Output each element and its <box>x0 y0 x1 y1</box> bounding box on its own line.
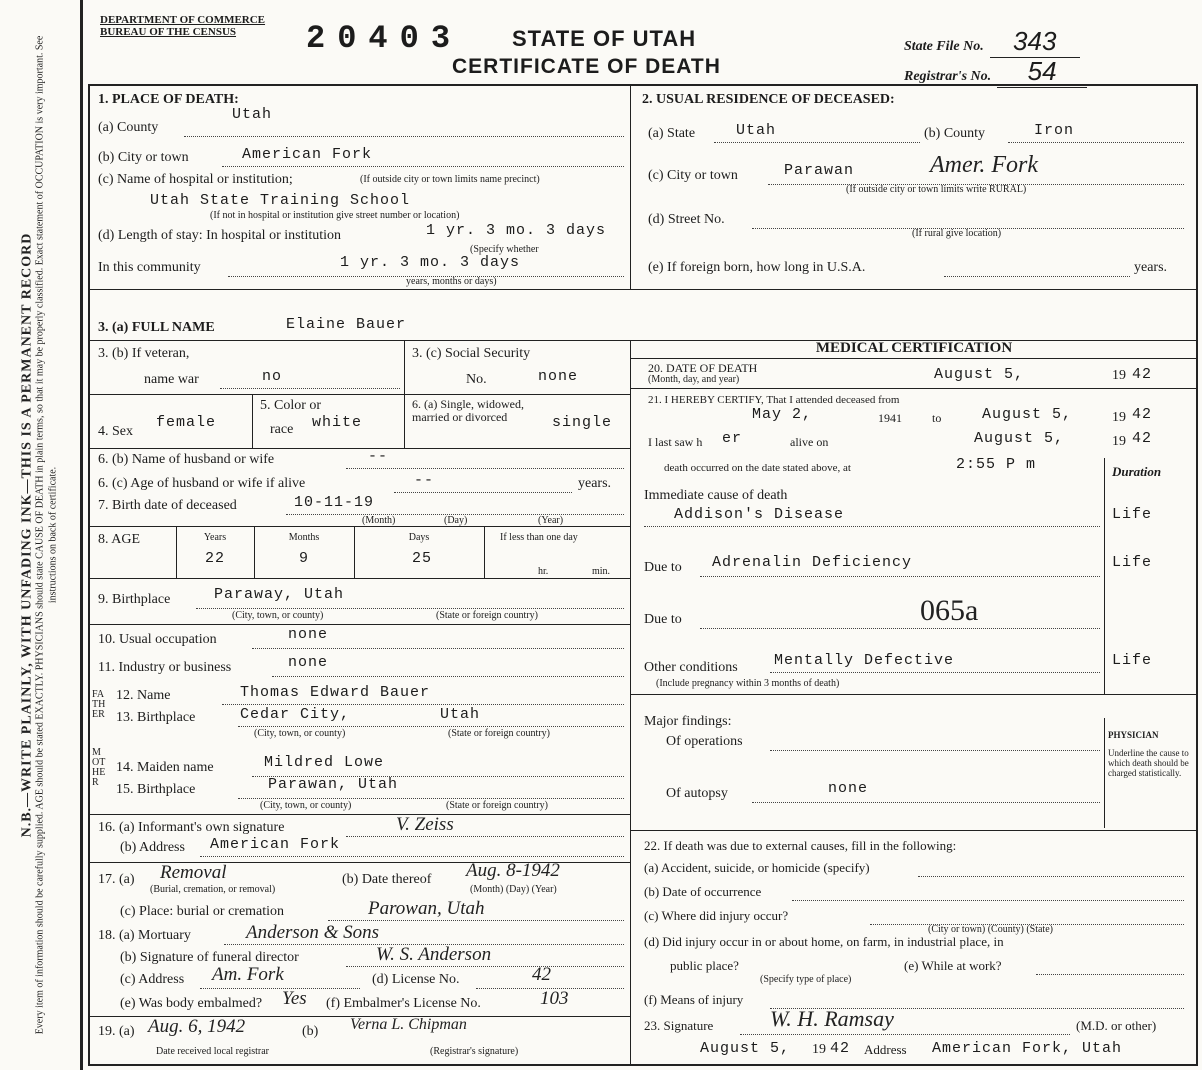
registrar-date-label: 19. (a) <box>98 1024 135 1039</box>
pod-county-label: (a) County <box>98 120 159 135</box>
signature-address-value: American Fork, Utah <box>932 1040 1123 1057</box>
state-file-value: 343 <box>990 26 1080 58</box>
embalmer-license-value: 103 <box>540 988 569 1009</box>
full-name-value: Elaine Bauer <box>286 316 407 333</box>
informant-address-line <box>200 856 624 857</box>
external-e-line <box>1036 974 1184 975</box>
res-city-handwritten: Amer. Fork <box>930 152 1038 178</box>
due-to-1-value: Adrenalin Deficiency <box>712 554 913 571</box>
other-duration: Life <box>1112 652 1153 669</box>
dept-line-2: BUREAU OF THE CENSUS <box>100 26 237 38</box>
age-hr-label: hr. <box>538 566 549 577</box>
death-date-divider <box>630 388 1198 389</box>
burial-type-note: (Burial, cremation, or removal) <box>150 884 276 895</box>
death-date-value: August 5, <box>934 366 1025 383</box>
occupation-label: 10. Usual occupation <box>98 632 217 647</box>
res-county-line <box>1008 142 1184 143</box>
res-county-label: (b) County <box>924 126 986 141</box>
autopsy-divider <box>630 830 1198 831</box>
external-b-line <box>792 900 1184 901</box>
external-e-label: (e) While at work? <box>904 958 1002 973</box>
father-state-note: (State or foreign country) <box>448 728 550 739</box>
operations-label: Of operations <box>666 734 743 749</box>
birthplace-line <box>196 608 624 609</box>
sidebar-instructions: Every item of information should be carefully supplied. AGE should be stated EXACTLY. PHYSICIANS should state CAUSE OF DEATH in plain terms, so that it may be properly classified. Exact statement of OCCUPATION is very important. See instructions on back of certificate. <box>34 35 59 1035</box>
external-b-label: (b) Date of occurrence <box>644 884 762 899</box>
occurred-value: 2:55 P m <box>956 456 1037 473</box>
pod-city-line <box>222 166 624 167</box>
due-to-2-line <box>700 628 1100 629</box>
pod-county-value: Utah <box>232 106 273 123</box>
section-divider <box>88 289 1198 290</box>
mother-side-label: MOTHER <box>92 747 106 788</box>
embalmed-label: (e) Was body embalmed? <box>120 996 263 1011</box>
state-file-number <box>904 26 1080 58</box>
burial-place-value: Parowan, Utah <box>368 898 485 919</box>
registrar-date-value: Aug. 6, 1942 <box>148 1016 246 1037</box>
alive-year-prefix: 19 <box>1112 434 1126 449</box>
pod-hospital-note: (If outside city or town limits name precinct) <box>360 174 540 185</box>
spouse-line <box>346 468 624 469</box>
alive-value: August 5, <box>974 430 1065 447</box>
veteran-label: 3. (b) If veteran, <box>98 346 190 361</box>
mother-birthplace-line <box>238 798 624 799</box>
certificate-number: 20403 <box>306 20 463 57</box>
sex-label: 4. Sex <box>98 424 133 439</box>
certificate-title: CERTIFICATE OF DEATH <box>452 55 721 78</box>
death-date-label: 20. DATE OF DEATH <box>648 361 758 375</box>
industry-line <box>272 676 624 677</box>
mother-maiden-value: Mildred Lowe <box>264 754 385 771</box>
sex-value: female <box>156 414 217 431</box>
burial-date-value: Aug. 8-1942 <box>466 860 560 881</box>
due-to-1-label: Due to <box>644 560 682 575</box>
permanent-record-notice: N.B.—WRITE PLAINLY, WITH UNFADING INK—THIS IS A PERMANENT RECORD <box>19 232 35 838</box>
age-less-day-label: If less than one day <box>500 532 578 543</box>
birth-month-label: (Month) <box>362 515 396 526</box>
physician-note: Underline the cause to which death should be charged statistically. <box>1108 748 1189 778</box>
signature-address-label: Address <box>864 1042 907 1057</box>
spouse-age-line <box>394 492 572 493</box>
external-a-line <box>918 876 1184 877</box>
industry-value: none <box>288 654 329 671</box>
pod-not-hospital-note: (If not in hospital or institution give street number or location) <box>210 210 460 221</box>
age-months-value: 9 <box>298 550 309 567</box>
other-conditions-label: Other conditions <box>644 660 738 675</box>
director-sig-line <box>346 966 624 967</box>
birth-year-label: (Year) <box>538 515 564 526</box>
immediate-cause-line <box>644 526 1100 527</box>
pod-city-value: American Fork <box>242 146 373 163</box>
age-days-label: Days <box>408 532 430 543</box>
burial-date-note: (Month) (Day) (Year) <box>470 884 557 895</box>
occupation-value: none <box>288 626 329 643</box>
due-to-2-label: Due to <box>644 612 682 627</box>
war-line <box>220 388 400 389</box>
res-foreign-line <box>944 276 1130 277</box>
informant-sig-line <box>346 836 624 837</box>
birth-date-value: 10-11-19 <box>294 494 375 511</box>
mother-birthplace-value: Parawan, Utah <box>268 776 399 793</box>
birthplace-state-note: (State or foreign country) <box>436 610 538 621</box>
immediate-cause-value: Addison's Disease <box>674 506 845 523</box>
top-divider <box>630 84 631 289</box>
duration-label: Duration <box>1112 464 1162 479</box>
father-city-note: (City, town, or county) <box>254 728 346 739</box>
operations-line <box>770 750 1100 751</box>
autopsy-label: Of autopsy <box>666 786 728 801</box>
other-conditions-note: (Include pregnancy within 3 months of death) <box>656 678 840 689</box>
pod-stay-label: (d) Length of stay: In hospital or institution <box>98 228 342 243</box>
mother-state-note: (State or foreign country) <box>446 800 548 811</box>
pod-stay-value: 1 yr. 3 mo. 3 days <box>426 222 607 239</box>
res-state-value: Utah <box>736 122 777 139</box>
last-saw-label: I last saw h <box>648 435 703 449</box>
burial-type-label: 17. (a) <box>98 872 135 887</box>
registrar-label: Registrar's No. <box>904 69 992 84</box>
certificate-header <box>92 0 1196 86</box>
conditions-divider <box>630 694 1198 695</box>
res-city-value: Parawan <box>784 162 855 179</box>
sex-divider <box>88 448 630 449</box>
signature-year: 42 <box>830 1040 851 1057</box>
external-a-label: (a) Accident, suicide, or homicide (specify) <box>644 860 870 875</box>
external-d-note: (Specify type of place) <box>760 974 852 985</box>
place-of-death-title: 1. PLACE OF DEATH: <box>98 92 239 107</box>
informant-address-label: (b) Address <box>120 840 185 855</box>
attended-to-year: 42 <box>1132 406 1153 423</box>
sex-race-divider <box>252 394 253 448</box>
res-street-label: (d) Street No. <box>648 212 725 227</box>
medical-title-divider <box>630 358 1198 359</box>
spouse-age-label: 6. (c) Age of husband or wife if alive <box>98 476 306 491</box>
duration-divider <box>1104 458 1105 694</box>
mortuary-address-label: (c) Address <box>120 972 185 987</box>
death-year-value: 42 <box>1132 366 1153 383</box>
ss-no-label: No. <box>466 372 487 387</box>
birth-date-label: 7. Birth date of deceased <box>98 498 237 513</box>
age-years-value: 22 <box>204 550 225 567</box>
age-months-label: Months <box>288 532 320 543</box>
res-state-line <box>714 142 920 143</box>
attended-from-value: May 2, <box>752 406 813 423</box>
external-c-note: (City or town) (County) (State) <box>928 924 1053 935</box>
physician-note-divider <box>1104 718 1105 828</box>
due-to-1-duration: Life <box>1112 554 1153 571</box>
pod-city-label: (b) City or town <box>98 150 189 165</box>
attended-to-value: August 5, <box>982 406 1073 423</box>
pod-specify-note: (Specify whether <box>470 244 539 255</box>
ss-label: 3. (c) Social Security <box>412 346 531 361</box>
father-name-line <box>222 704 624 705</box>
signature-year-prefix: 19 <box>812 1042 826 1057</box>
external-d-label-2: public place? <box>670 958 739 973</box>
residence-title: 2. USUAL RESIDENCE OF DECEASED: <box>642 92 895 107</box>
veteran-divider <box>88 394 630 395</box>
birthplace-label: 9. Birthplace <box>98 592 171 607</box>
burial-type-value: Removal <box>160 862 227 883</box>
father-birthplace-city: Cedar City, <box>240 706 351 723</box>
license-value: 42 <box>532 964 551 985</box>
occupation-line <box>252 648 624 649</box>
race-value: white <box>312 414 363 431</box>
dept-line-1: DEPARTMENT OF COMMERCE <box>100 14 266 26</box>
informant-signature: V. Zeiss <box>396 814 454 835</box>
physician-signature: W. H. Ramsay <box>770 1006 894 1031</box>
due-to-1-line <box>700 576 1100 577</box>
father-name-label: 12. Name <box>116 688 171 703</box>
age-divider <box>88 578 630 579</box>
pod-hospital-value: Utah State Training School <box>150 192 411 209</box>
burial-place-line <box>328 920 624 921</box>
father-birthplace-label: 13. Birthplace <box>116 710 196 725</box>
res-state-label: (a) State <box>648 126 696 141</box>
mother-birthplace-label: 15. Birthplace <box>116 782 196 797</box>
embalmed-value: Yes <box>282 988 307 1009</box>
res-street-note: (If rural give location) <box>912 228 1002 239</box>
state-file-label: State File No. <box>904 39 984 54</box>
father-birthplace-state: Utah <box>440 706 481 723</box>
md-label: (M.D. or other) <box>1076 1018 1157 1033</box>
res-city-label: (c) City or town <box>648 168 738 183</box>
birth-divider <box>88 526 630 527</box>
instructions-sidebar <box>0 0 83 1070</box>
res-foreign-unit: years. <box>1134 260 1168 275</box>
immediate-duration: Life <box>1112 506 1153 523</box>
alive-year: 42 <box>1132 430 1153 447</box>
sidebar-text <box>21 35 60 1035</box>
spouse-age-value: -- <box>414 472 435 489</box>
certify-label: 21. I HEREBY CERTIFY, That I attended deceased from <box>648 394 900 406</box>
registrar-signature: Verna L. Chipman <box>350 1016 467 1033</box>
registrar-sig-note: (Registrar's signature) <box>430 1046 519 1057</box>
veteran-ss-divider <box>404 340 405 394</box>
age-years-label: Years <box>203 532 227 543</box>
death-date-note: (Month, day, and year) <box>648 374 740 385</box>
last-saw-value: er <box>722 430 743 447</box>
war-value: no <box>262 368 283 385</box>
birthplace-city-note: (City, town, or county) <box>232 610 324 621</box>
burial-place-label: (c) Place: burial or cremation <box>120 904 285 919</box>
color-label: 5. Color or <box>260 398 322 413</box>
birthplace-divider <box>88 624 630 625</box>
race-label: race <box>270 422 294 437</box>
mortuary-value: Anderson & Sons <box>246 922 379 943</box>
embalmer-license-label: (f) Embalmer's License No. <box>326 996 481 1011</box>
pod-county-line <box>184 136 624 137</box>
due-to-2-code: 065a <box>920 594 979 627</box>
father-name-value: Thomas Edward Bauer <box>240 684 431 701</box>
father-side-label: FATHER <box>92 689 106 720</box>
attended-from-year: 1941 <box>878 411 902 425</box>
age-min-label: min. <box>592 566 611 577</box>
informant-sig-label: 16. (a) Informant's own signature <box>98 820 285 835</box>
pod-hospital-label: (c) Name of hospital or institution; <box>98 172 293 187</box>
medical-divider <box>630 340 631 1066</box>
father-birthplace-line <box>238 726 624 727</box>
physician-note-title: PHYSICIAN <box>1108 730 1159 740</box>
signature-date: August 5, <box>700 1040 791 1057</box>
license-label: (d) License No. <box>372 972 460 987</box>
director-signature: W. S. Anderson <box>376 944 492 965</box>
war-label: name war <box>144 372 199 387</box>
signature-label: 23. Signature <box>644 1018 714 1033</box>
external-d-label: (d) Did injury occur in or about home, on farm, in industrial place, in <box>644 934 1004 949</box>
birth-day-label: (Day) <box>444 515 468 526</box>
state-title: STATE OF UTAH <box>512 26 697 51</box>
marital-value: single <box>552 414 613 431</box>
death-year-prefix: 19 <box>1112 368 1126 383</box>
marital-label: 6. (a) Single, widowed, married or divorced <box>412 397 524 424</box>
pod-community-value: 1 yr. 3 mo. 3 days <box>340 254 521 271</box>
age-label: 8. AGE <box>98 532 140 547</box>
spouse-value: -- <box>368 448 389 465</box>
registrar-b-label: (b) <box>302 1024 319 1039</box>
age-days-value: 25 <box>412 550 433 567</box>
full-name-label: 3. (a) FULL NAME <box>98 320 215 335</box>
medical-title: MEDICAL CERTIFICATION <box>815 340 1013 356</box>
other-conditions-line <box>770 672 1100 673</box>
spouse-label: 6. (b) Name of husband or wife <box>98 452 275 467</box>
registrar-value: 54 <box>997 56 1087 88</box>
parents-divider <box>88 814 630 815</box>
pod-community-label: In this community <box>98 260 201 275</box>
informant-address-value: American Fork <box>210 836 341 853</box>
external-title: 22. If death was due to external causes, fill in the following: <box>644 838 957 853</box>
department-name <box>100 14 265 38</box>
registrar-date-note: Date received local registrar <box>156 1046 269 1057</box>
age-div-4 <box>484 526 485 578</box>
mother-city-note: (City, town, or county) <box>260 800 352 811</box>
major-findings-label: Major findings: <box>644 714 732 729</box>
mortuary-label: 18. (a) Mortuary <box>98 928 191 943</box>
autopsy-line <box>752 802 1100 803</box>
industry-label: 11. Industry or business <box>98 660 232 675</box>
birthplace-value: Paraway, Utah <box>214 586 345 603</box>
occurred-label: death occurred on the date stated above, at <box>664 462 851 474</box>
res-county-value: Iron <box>1034 122 1075 139</box>
external-f-label: (f) Means of injury <box>644 992 744 1007</box>
ss-value: none <box>538 368 579 385</box>
mortuary-address-line <box>200 988 360 989</box>
attended-to-label: to <box>932 411 942 425</box>
attended-to-year-prefix: 19 <box>1112 410 1126 425</box>
external-c-label: (c) Where did injury occur? <box>644 908 789 923</box>
burial-date-label: (b) Date thereof <box>342 872 432 887</box>
mortuary-address-value: Am. Fork <box>212 964 284 985</box>
alive-label: alive on <box>790 435 829 449</box>
signature-line <box>740 1034 1070 1035</box>
res-city-note: (If outside city or town limits write RURAL) <box>846 184 1027 195</box>
mother-maiden-label: 14. Maiden name <box>116 760 214 775</box>
immediate-cause-label: Immediate cause of death <box>644 488 788 503</box>
director-sig-label: (b) Signature of funeral director <box>120 950 299 965</box>
res-foreign-label: (e) If foreign born, how long in U.S.A. <box>648 260 866 275</box>
spouse-age-unit: years. <box>578 476 612 491</box>
other-conditions-value: Mentally Defective <box>774 652 955 669</box>
autopsy-value: none <box>828 780 869 797</box>
pod-community-note: years, months or days) <box>406 276 497 287</box>
race-marital-divider <box>404 394 405 448</box>
